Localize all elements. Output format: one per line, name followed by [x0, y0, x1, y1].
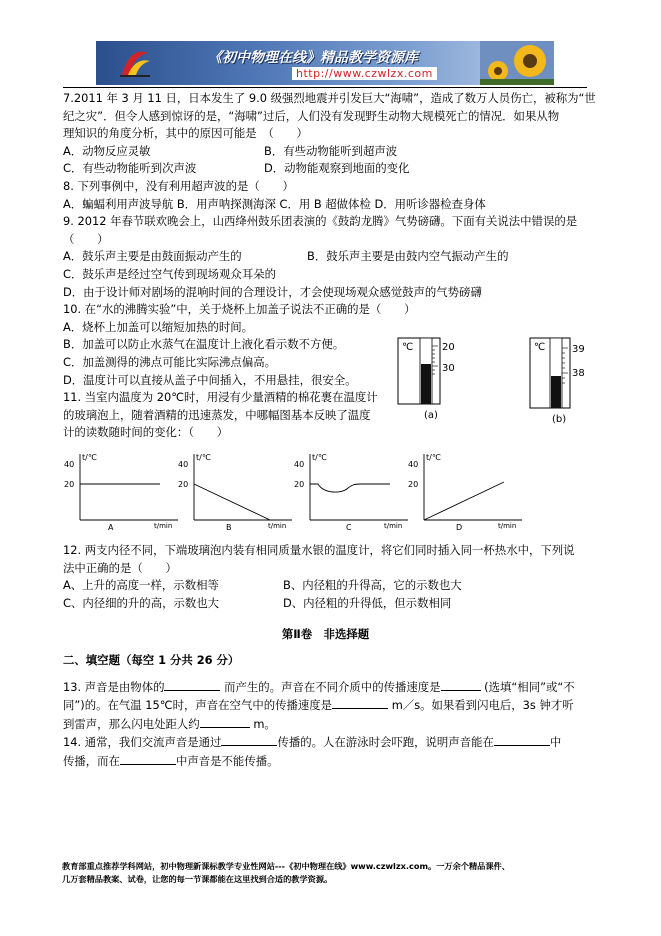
- y-axis-label: t/℃: [426, 453, 441, 462]
- option-c: C．加盖测得的沸点可能比实际沸点偏高。: [63, 354, 276, 369]
- footer-line: 几万套精品教案、试卷，让您的每一节课都能在这里找到合适的教学资源。: [62, 873, 333, 884]
- q11-stem: 11. 当室内温度为 20℃时，用浸有少量酒精的棉花裹在温度计: [63, 390, 378, 405]
- banner-title: 《初中物理在线》精品教学资源库: [208, 50, 418, 66]
- q7-stem: 7.2011 年 3 月 11 日，日本发生了 9.0 级强烈地震并引发巨大“海啸”，造成了数万人员伤亡，被称为“世: [63, 91, 596, 105]
- option-c: C、内径细的升的高，示数也大: [63, 595, 220, 610]
- q12-options-row: [63, 577, 588, 595]
- q13-text: m。: [253, 716, 276, 731]
- header-rule: [63, 87, 587, 88]
- q14-text: 14. 通常，我们交流声音是通过: [63, 735, 222, 750]
- q9-options-row: [63, 248, 588, 266]
- answer-blank[interactable]: [441, 678, 481, 691]
- option-c: C．有些动物能听到次声波: [63, 161, 197, 176]
- graph-label: B: [226, 523, 232, 532]
- q11-stem: 的玻璃泡上，随着酒精的迅速蒸发，中哪幅图基本反映了温度: [63, 407, 371, 422]
- exam-content: [63, 90, 596, 442]
- answer-blank[interactable]: [221, 733, 277, 746]
- graph-label: C: [346, 523, 352, 532]
- option-d: D．温度计可以直接从盖子中间插入，不用悬挂，很安全。: [63, 372, 357, 387]
- q13-text: 到雷声，那么闪电处距人约: [63, 716, 200, 731]
- tick-label: 20: [64, 480, 75, 489]
- thermometer-a: [390, 336, 470, 422]
- unit-label: ℃: [402, 342, 414, 353]
- q14-line: [63, 752, 588, 771]
- q13-text: 同”)的。在气温 15℃时，声音在空气中的传播速度是: [63, 698, 333, 713]
- answer-blank[interactable]: [332, 696, 388, 709]
- option-d: D．由于设计师对剧场的混响时间的合理设计，才会使现场观众感觉鼓声的气势磅礴: [63, 284, 482, 299]
- q9-stem: 9. 2012 年春节联欢晚会上，山西绛州鼓乐团表演的《鼓韵龙腾》气势磅礴。下面有关说法中错误的是: [63, 214, 578, 229]
- option-b: B、内径粗的升得高，它的示数也大: [283, 578, 462, 593]
- q12-stem: 12. 两支内径不同，下端玻璃泡内装有相同质量水银的温度计，将它们同时插入同一杯热水中，下列说: [63, 543, 575, 557]
- q9-stem: （ ）: [63, 231, 109, 246]
- q13-line: [63, 678, 588, 697]
- q14-line: [63, 733, 588, 752]
- logo-icon: [118, 47, 152, 79]
- q13-text: (选填“相同”或“不: [484, 679, 575, 694]
- tick-label: 20: [178, 480, 189, 489]
- q13-line: [63, 715, 588, 734]
- q12-stem: 法中正确的是（ ）: [63, 560, 177, 575]
- q12-options-row: [63, 595, 588, 613]
- answer-blank[interactable]: [120, 752, 176, 765]
- option-b: B．鼓乐声主要是由鼓内空气振动产生的: [307, 249, 509, 264]
- y-axis-label: t/℃: [312, 453, 327, 462]
- q14-text: 传播，而在: [63, 753, 120, 768]
- x-axis-label: t/min: [498, 522, 517, 530]
- q13-line: [63, 696, 588, 715]
- q14-text: 传播的。人在游泳时会吓跑，说明声音能在: [277, 735, 494, 750]
- unit-label: ℃: [534, 342, 546, 353]
- q14-text: 中声音是不能传播。: [175, 753, 279, 768]
- tick-label: 40: [64, 460, 75, 469]
- page-footer: [62, 860, 602, 885]
- y-axis-label: t/℃: [196, 453, 211, 462]
- tick-label: 20: [442, 342, 455, 353]
- graph-label: D: [456, 523, 463, 532]
- graph-a: [60, 450, 180, 536]
- tick-label: 40: [178, 460, 189, 469]
- graph-label: A: [108, 523, 114, 532]
- graph-c: [290, 450, 410, 536]
- q7-stem: 理知识的角度分析，其中的原因可能是 （ ）: [63, 126, 308, 141]
- sunflower-icon: [480, 41, 554, 85]
- q7-stem: 纪之灾”．但令人感到惊讶的是，“海啸”过后，人们没有发现野生动物大规模死亡的情况．如果从物: [63, 108, 560, 123]
- q7-options-row: [63, 143, 588, 161]
- q11-stem: 计的读数随时间的变化：（ ）: [63, 425, 229, 440]
- option-a: A．烧杯上加盖可以缩短加热的时间。: [63, 319, 254, 334]
- q13-text: 而产生的。声音在不同介质中的传播速度是: [224, 679, 441, 694]
- x-axis-label: t/min: [384, 522, 403, 530]
- tick-label: 20: [294, 480, 305, 489]
- tick-label: 30: [442, 363, 455, 374]
- exam-content-lower: [63, 542, 588, 771]
- tick-label: 20: [408, 480, 419, 489]
- q10-stem: 10. 在“水的沸腾实验”中，关于烧杯上加盖子说法不正确的是（ ）: [63, 302, 416, 317]
- option-b: B．有些动物能听到超声波: [264, 143, 398, 158]
- graph-d: [404, 450, 524, 536]
- q8-options: A．蝙蝠利用声波导航 B．用声呐探测海深 C．用 B 超做体检 D．用听诊器检查身体: [63, 196, 486, 211]
- x-axis-label: t/min: [268, 522, 287, 530]
- thermometer-b: [524, 336, 604, 426]
- option-b: B．加盖可以防止水蒸气在温度计上液化看示数不方便。: [63, 337, 345, 352]
- answer-blank[interactable]: [164, 678, 220, 691]
- option-a: A．动物反应灵敏: [63, 143, 151, 158]
- footer-line: 教育部重点推荐学科网站，初中物理新课标教学专业性网站---《初中物理在线》www.czwlzx.com。一万余个精品课件、: [62, 861, 510, 871]
- tick-label: 40: [408, 460, 419, 469]
- figure-label: (a): [424, 410, 438, 421]
- tick-label: 38: [572, 368, 585, 379]
- q7-options-row: [63, 160, 588, 178]
- section-heading: 二、填空题（每空 1 分共 26 分）: [63, 652, 240, 667]
- x-axis-label: t/min: [154, 522, 173, 530]
- option-a: A、上升的高度一样，示数相等: [63, 578, 219, 593]
- answer-blank[interactable]: [494, 733, 550, 746]
- banner-url[interactable]: http://www.czwlzx.com: [292, 67, 437, 80]
- y-axis-label: t/℃: [82, 453, 97, 462]
- q13-text: m／s。如果看到闪电后，3s 钟才听: [391, 698, 574, 713]
- figure-label: (b): [552, 414, 567, 425]
- header-banner: [96, 41, 554, 85]
- option-d: D．动物能观察到地面的变化: [264, 161, 410, 176]
- option-d: D、内径粗的升得低，但示数相同: [283, 595, 452, 610]
- section-title: 第Ⅱ卷 非选择题: [281, 627, 370, 642]
- option-a: A．鼓乐声主要是由鼓面振动产生的: [63, 249, 242, 264]
- q14-text: 中: [549, 735, 562, 750]
- option-c: C．鼓乐声是经过空气传到现场观众耳朵的: [63, 266, 276, 281]
- q8-stem: 8. 下列事例中，没有利用超声波的是（ ）: [63, 178, 294, 193]
- graph-b: [174, 450, 294, 536]
- tick-label: 40: [294, 460, 305, 469]
- q13-text: 13. 声音是由物体的: [63, 679, 165, 694]
- answer-blank[interactable]: [200, 715, 250, 728]
- tick-label: 39: [572, 344, 585, 355]
